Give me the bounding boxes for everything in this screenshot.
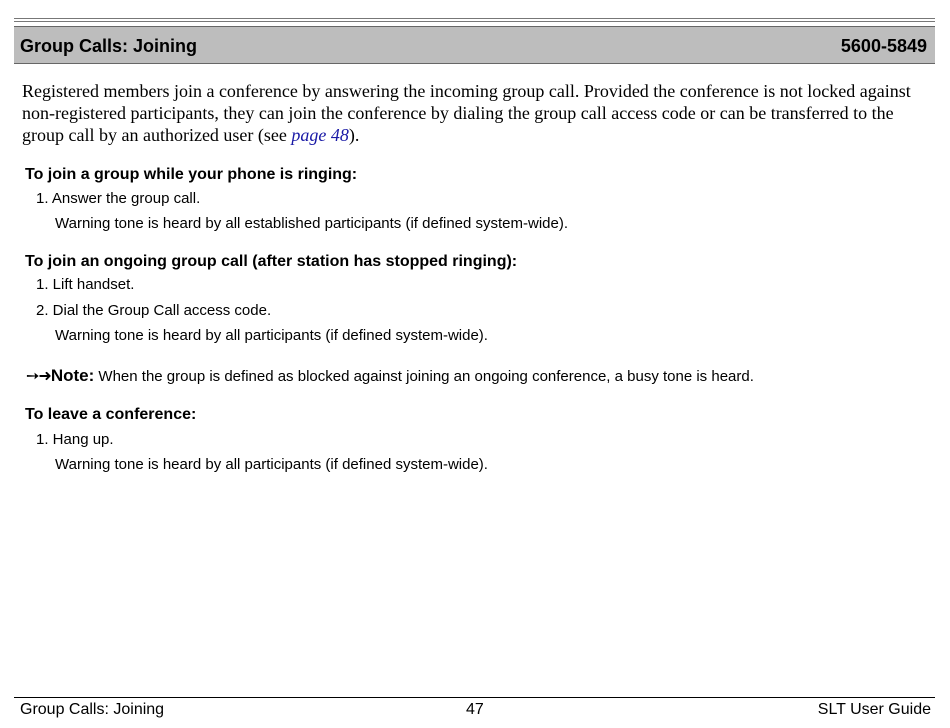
- intro-paragraph: [22, 80, 922, 146]
- top-rule-1: [14, 18, 935, 19]
- note-label: Note:: [50, 366, 95, 385]
- note-line: [26, 366, 754, 386]
- step-note-established: Warning tone is heard by all established participants (if defined system-wide).: [55, 215, 569, 232]
- page-number: 47: [466, 701, 484, 718]
- section-header: [14, 26, 935, 64]
- step-hang-up: 1. Hang up.: [36, 431, 114, 448]
- step-lift-handset: 1. Lift handset.: [36, 276, 135, 293]
- intro-text-end: ).: [348, 125, 360, 145]
- footer-rule: [14, 697, 935, 698]
- section-title: Group Calls: Joining: [20, 36, 198, 56]
- footer-left: Group Calls: Joining: [20, 701, 165, 718]
- page-link[interactable]: page 48: [291, 125, 349, 145]
- section-heading-join-ringing: To join a group while your phone is ringing:: [25, 166, 358, 183]
- arrow-right-icon: ➙➜: [26, 368, 51, 385]
- step-answer: 1. Answer the group call.: [36, 190, 201, 207]
- intro-text: Registered members join a conference by answering the incoming group call. Provided the conference is not locked against non-registered participants, they can join the conference by dialing the group call access code or can be transferred to the group call by an authorized user (see: [22, 81, 911, 145]
- step-note-leave: Warning tone is heard by all participants (if defined system-wide).: [55, 456, 488, 473]
- section-heading-join-ongoing: To join an ongoing group call (after station has stopped ringing):: [25, 253, 518, 270]
- top-rule-2: [14, 21, 935, 22]
- step-note-participants: Warning tone is heard by all participants (if defined system-wide).: [55, 327, 488, 344]
- footer-right: SLT User Guide: [817, 701, 931, 718]
- section-code: 5600-5849: [840, 36, 927, 56]
- section-heading-leave: To leave a conference:: [25, 406, 197, 423]
- note-text: When the group is defined as blocked against joining an ongoing conference, a busy tone is heard.: [94, 368, 754, 385]
- step-dial-code: 2. Dial the Group Call access code.: [36, 302, 272, 319]
